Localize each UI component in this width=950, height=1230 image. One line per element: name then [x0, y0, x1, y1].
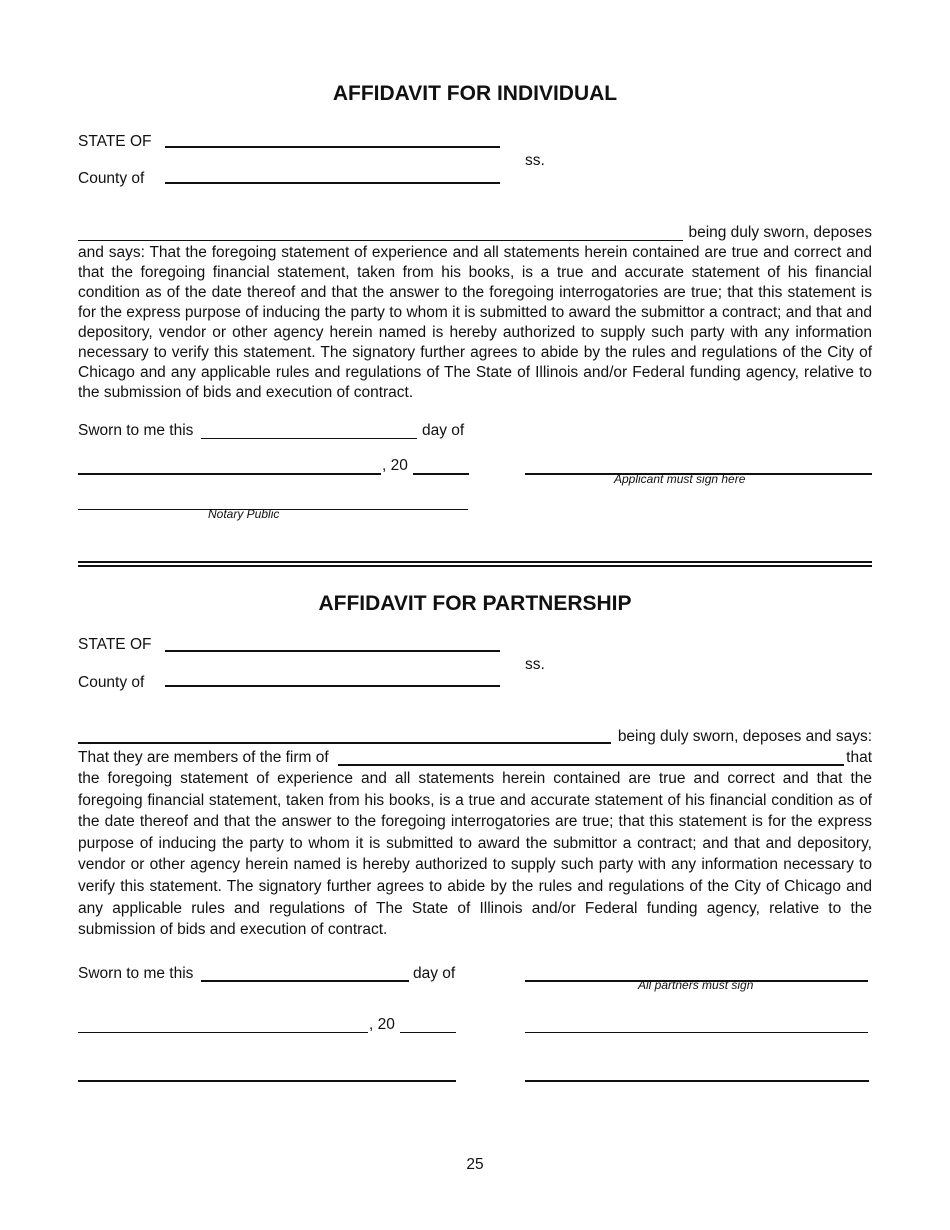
- partnership-signature-line-2[interactable]: [525, 1032, 868, 1033]
- partnership-month-field[interactable]: [78, 1032, 368, 1033]
- partnership-signature-line-3[interactable]: [525, 1080, 869, 1082]
- partnership-firm-name-field[interactable]: [338, 764, 844, 766]
- individual-county-field[interactable]: [165, 182, 500, 184]
- individual-affiant-name-field[interactable]: [78, 240, 683, 241]
- partnership-firm-prefix: That they are members of the firm of: [78, 749, 329, 766]
- individual-year-label: , 20: [382, 457, 408, 474]
- partnership-partners-sign-label: All partners must sign: [638, 978, 754, 992]
- individual-body-text: and says: That the foregoing statement of experience and all statements herein contained are true and correct and that the foregoing financial statement, taken from his books, is a true and accurate statement of his financial condition as of the date thereof and that the answer to the foregoing interrogatories are true; that this statement is for the express purpose of inducing the party to whom it is submitted to award the submittor a contract; and that and depository, vendor or other agency herein named is hereby authorized to supply such party with any information necessary to verify this statement. The signatory further agrees to abide by the rules and regulations of the City of Chicago and any applicable rules and regulations of The State of Illinois and/or Federal funding agency, relative to the submission of bids and execution of contract.: [78, 244, 872, 401]
- individual-ss-label: ss.: [525, 152, 545, 169]
- partnership-affiant-names-field[interactable]: [78, 742, 611, 744]
- partnership-sworn-label: Sworn to me this: [78, 965, 194, 982]
- section-divider-bottom: [78, 565, 872, 567]
- partnership-sworn-day-field[interactable]: [201, 980, 409, 982]
- page-number: 25: [466, 1156, 484, 1173]
- individual-sworn-day-field[interactable]: [201, 438, 417, 439]
- individual-state-label: STATE OF: [78, 133, 152, 150]
- partnership-state-label: STATE OF: [78, 636, 152, 653]
- individual-year-field[interactable]: [413, 473, 469, 475]
- individual-state-field[interactable]: [165, 146, 500, 148]
- partnership-title: AFFIDAVIT FOR PARTNERSHIP: [318, 592, 632, 615]
- partnership-body-text: the foregoing statement of experience and all statements herein contained are true and correct and that the foregoing financial statement, taken from his books, is a true and accurate statement of his financial condition as of the date thereof and that the answer to the foregoing interrogatories are true; that this statement is for the express purpose of inducing the party to whom it is submitted to award the submittor a contract; and that and depository, vendor or other agency herein named is hereby authorized to supply such party with any information necessary to verify this statement. The signatory further agrees to abide by the rules and regulations of the City of Chicago and any applicable rules and regulations of The State of Illinois and/or Federal funding agency, relative to the submission of bids and execution of contract.: [78, 770, 872, 939]
- partnership-state-field[interactable]: [165, 650, 500, 652]
- partnership-sworn-suffix: being duly sworn, deposes and says:: [617, 728, 872, 745]
- section-divider-top: [78, 561, 872, 563]
- partnership-notary-signature-line[interactable]: [78, 1080, 456, 1082]
- partnership-year-label: , 20: [369, 1016, 395, 1033]
- individual-day-of-label: day of: [422, 422, 465, 439]
- individual-notary-label: Notary Public: [208, 507, 280, 521]
- individual-title: AFFIDAVIT FOR INDIVIDUAL: [332, 82, 618, 105]
- individual-month-field[interactable]: [78, 473, 381, 475]
- partnership-firm-suffix: that: [846, 749, 872, 766]
- partnership-county-label: County of: [78, 674, 145, 691]
- partnership-day-of-label: day of: [413, 965, 456, 982]
- individual-sworn-suffix: being duly sworn, deposes: [688, 224, 872, 241]
- individual-county-label: County of: [78, 170, 145, 187]
- individual-applicant-sign-label: Applicant must sign here: [614, 472, 746, 486]
- partnership-county-field[interactable]: [165, 685, 500, 687]
- partnership-ss-label: ss.: [525, 656, 545, 673]
- partnership-year-field[interactable]: [400, 1032, 456, 1033]
- individual-sworn-label: Sworn to me this: [78, 422, 194, 439]
